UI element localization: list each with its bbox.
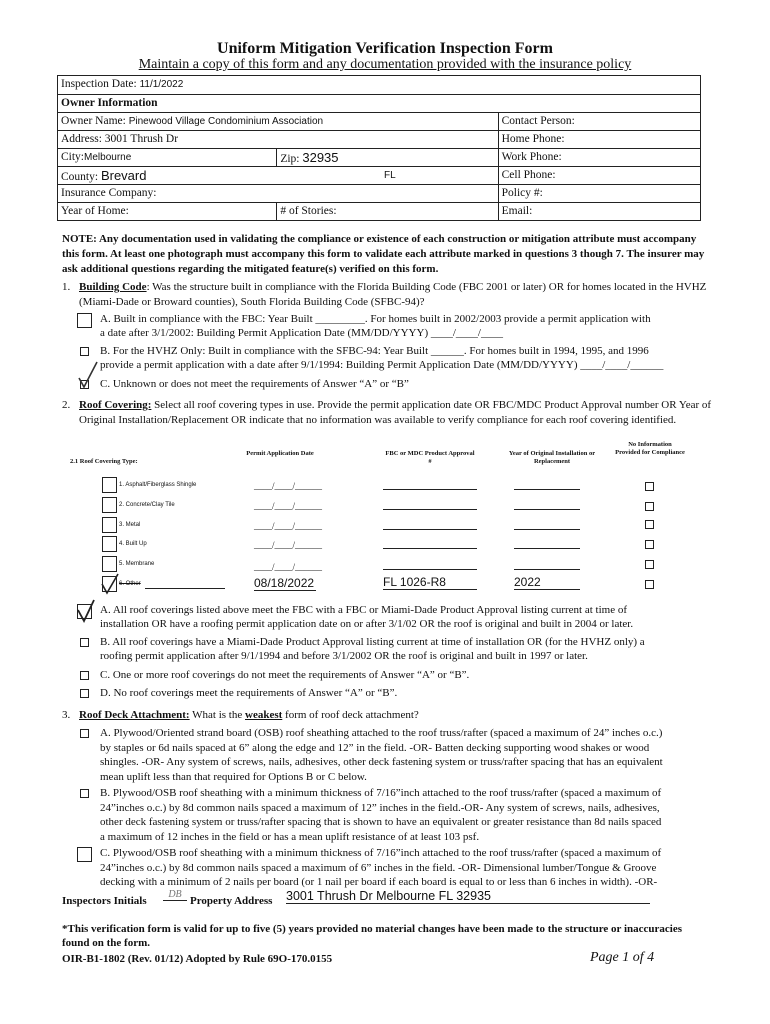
roof-row-1-checkbox[interactable] xyxy=(102,477,117,493)
address-cell[interactable] xyxy=(58,131,498,148)
property-address-value[interactable]: 3001 Thrush Dr Melbourne FL 32935 xyxy=(286,889,650,904)
q3-option-a-checkbox[interactable] xyxy=(80,729,89,738)
note-paragraph: NOTE: Any documentation used in validating the compliance or existence of each construction or mitigation attribute must accompany this form. At least one photograph must accompany this form to validate each attribute marked in questions 3 though 7. The insurer may ask additional questions regarding the mitigated feature(s) verified on this form. xyxy=(62,233,705,275)
roof-row-4-noinfo-checkbox[interactable] xyxy=(645,540,654,549)
q3-text-post: form of roof deck attachment? xyxy=(282,709,419,721)
q3-option-b-text xyxy=(100,786,725,844)
q2-option-d-checkbox[interactable] xyxy=(80,689,89,698)
q2-option-b-line2: roofing permit application after 9/1/1994 and before 3/1/2002 OR the roof is original and built in 1997 or later. xyxy=(100,650,588,662)
roof-row-5-checkbox[interactable] xyxy=(102,556,117,572)
year-of-home-cell[interactable]: Year of Home: xyxy=(61,205,129,217)
address-value: 3001 Thrush Dr xyxy=(104,133,179,145)
roof-row-4-label: 4. Built Up xyxy=(119,541,147,547)
roof-row-5-date: ____/____/______ xyxy=(254,562,323,572)
roof-row-1-label: 1. Asphalt/Fiberglass Shingle xyxy=(119,482,197,488)
q2-option-b-line1: B. All roof coverings have a Miami-Dade Product Approval listing current at time of installation OR (for the HVHZ only) a xyxy=(100,636,645,648)
q3-option-b-line4: a maximum of 12 inches in the field or has a mean uplift resistance of at least 103 psf. xyxy=(100,830,480,843)
owner-name-label: Owner Name: xyxy=(61,115,126,127)
q3-option-c-line1: C. Plywood/OSB roof sheathing with a minimum thickness of 7/16”inch attached to the roof truss/rafter (spaced a maximum of xyxy=(100,847,662,859)
info-row-year xyxy=(58,202,700,220)
roof-row-4-checkbox[interactable] xyxy=(102,536,117,552)
roof-row-5-year-line[interactable] xyxy=(514,569,580,570)
roof-row-3-year-line[interactable] xyxy=(514,529,580,530)
state-value: FL xyxy=(384,170,396,181)
roof-row-3-checkbox[interactable] xyxy=(102,517,117,533)
q2-option-a-line2: installation OR have a roofing permit application date on or after 3/1/02 OR the roof is original and built in 2004 or later. xyxy=(100,618,634,630)
q1-option-b-line1: B. For the HVHZ Only: Built in compliance with the SFBC-94: Year Built ______. For homes built in 1994, 1995, and 1996 xyxy=(100,345,649,357)
city-value: Melbourne xyxy=(84,152,132,163)
roof-row-5-fbc-line[interactable] xyxy=(383,569,477,570)
roof-row-6-label: 6. Other xyxy=(119,581,141,587)
form-subtitle: Maintain a copy of this form and any documentation provided with the insurance policy xyxy=(138,57,632,72)
info-row-address xyxy=(58,130,700,148)
stories-cell[interactable]: # of Stories: xyxy=(276,203,497,220)
roof-row-2-year-line[interactable] xyxy=(514,509,580,510)
q3-option-c-text xyxy=(100,846,725,890)
info-row-insurance xyxy=(58,184,700,202)
address-label: Address: xyxy=(61,133,102,145)
q3-number: 3. xyxy=(62,709,71,721)
roof-row-2-label: 2. Concrete/Clay Tile xyxy=(119,502,175,508)
roof-row-3-label: 3. Metal xyxy=(119,522,141,528)
q2-option-a-check-mark-icon xyxy=(74,598,98,624)
work-phone-cell[interactable]: Work Phone: xyxy=(498,149,700,166)
roof-row-1-date: ____/____/______ xyxy=(254,481,323,491)
inspection-date-label: Inspection Date: xyxy=(61,78,137,90)
roof-col-permit-header: Permit Application Date xyxy=(246,450,314,457)
county-label: County: xyxy=(61,171,99,183)
q1-option-a-checkbox[interactable] xyxy=(77,313,92,328)
q2-option-a-line1: A. All roof coverings listed above meet the FBC with a FBC or Miami-Dade Product Approval listing current at time of xyxy=(100,604,627,616)
form-number: OIR-B1-1802 (Rev. 01/12) Adopted by Rule 69O-170.0155 xyxy=(62,953,333,965)
home-phone-cell[interactable]: Home Phone: xyxy=(498,131,700,148)
q3-option-b-line2: 24”inches o.c.) by 8d common nails spaced a maximum of 12” inches in the field.-OR- Any system of screws, nails, adhesives, xyxy=(100,801,660,814)
q3-option-a-line2: by staples or 6d nails spaced at 6” along the edge and 12” in the field. -OR- Batten decking supporting wood shakes or wood xyxy=(100,741,650,754)
roof-row-3-date: ____/____/______ xyxy=(254,521,323,531)
owner-information-heading: Owner Information xyxy=(61,97,158,109)
info-row-inspection-date xyxy=(58,76,700,94)
city-label: City: xyxy=(61,151,85,163)
inspectors-initials-label: Inspectors Initials xyxy=(62,895,147,907)
q1-option-a-line1: A. Built in compliance with the FBC: Year Built _________. For homes built in 2002/2003 provide a permit application with xyxy=(100,313,651,325)
roof-row-2-checkbox[interactable] xyxy=(102,497,117,513)
roof-row-6-date: 08/18/2022 xyxy=(254,576,315,590)
q2-option-b-checkbox[interactable] xyxy=(80,638,89,647)
roof-col-type-header: 2.1 Roof Covering Type: xyxy=(70,458,138,465)
q1-option-b-line2: provide a permit application with a date after 9/1/1994: Building Permit Application Date (MM/DD/YYYY) ____/____/______ xyxy=(100,359,664,371)
roof-row-2-date: ____/____/______ xyxy=(254,501,323,511)
county-cell[interactable] xyxy=(58,167,498,184)
roof-row-4-date: ____/____/______ xyxy=(254,540,323,550)
owner-name-value: Pinewood Village Condominium Association xyxy=(128,116,324,127)
q1-option-c-line: C. Unknown or does not meet the requirements of Answer “A” or “B” xyxy=(100,378,409,390)
roof-row-6-fbc: FL 1026-R8 xyxy=(383,575,477,590)
q1-option-a-line2: a date after 3/1/2002: Building Permit Application Date (MM/DD/YYYY) ____/____/____ xyxy=(100,327,503,339)
roof-row-6-other-line[interactable] xyxy=(145,588,225,589)
info-row-owner-name xyxy=(58,112,700,130)
q3-option-a-line4: mean uplift less than that required for Options B or C below. xyxy=(100,770,367,783)
roof-row-4-fbc-line[interactable] xyxy=(383,548,477,549)
q1-number: 1. xyxy=(62,281,71,293)
form-title: Uniform Mitigation Verification Inspection Form xyxy=(217,40,553,57)
q1-option-b-checkbox[interactable] xyxy=(80,347,89,356)
roof-row-2-fbc-line[interactable] xyxy=(383,509,477,510)
q3-heading: Roof Deck Attachment: xyxy=(79,709,190,721)
q3-option-b-line1: B. Plywood/OSB roof sheathing with a minimum thickness of 7/16”inch attached to the roof truss/rafter (spaced a maximum of xyxy=(100,787,662,799)
q1-heading: Building Code xyxy=(79,281,147,293)
q3-weakest: weakest xyxy=(245,709,283,721)
insurance-company-cell[interactable]: Insurance Company: xyxy=(61,187,157,199)
city-cell[interactable] xyxy=(58,149,276,166)
q3-question xyxy=(79,708,719,723)
roof-row-6-year: 2022 xyxy=(514,575,580,590)
info-row-city xyxy=(58,148,700,166)
inspection-date-cell[interactable] xyxy=(58,76,700,94)
q2-option-d-line: D. No roof coverings meet the requirements of Answer “A” or “B”. xyxy=(100,687,398,699)
county-value: Brevard xyxy=(100,168,147,183)
owner-name-cell[interactable] xyxy=(58,113,498,130)
roof-col-fbc-header: FBC or MDC Product Approval # xyxy=(385,450,475,465)
roof-row-5-noinfo-checkbox[interactable] xyxy=(645,560,654,569)
q3-option-c-checkbox[interactable] xyxy=(77,847,92,862)
q3-option-a-line3: shingles. -OR- Any system of screws, nails, adhesives, other deck fastening system or truss/rafter spacing that has an equivalent xyxy=(100,756,663,768)
roof-row-4-year-line[interactable] xyxy=(514,548,580,549)
q1-option-c-check-mark-icon xyxy=(76,360,100,390)
owner-info-table xyxy=(57,75,701,221)
roof-row-3-noinfo-checkbox[interactable] xyxy=(645,520,654,529)
q1-question xyxy=(79,280,719,309)
email-cell[interactable]: Email: xyxy=(498,203,700,220)
roof-row-1-year-line[interactable] xyxy=(514,489,580,490)
info-row-owner-heading xyxy=(58,94,700,112)
roof-row-1-noinfo-checkbox[interactable] xyxy=(645,482,654,491)
zip-cell[interactable] xyxy=(276,149,497,166)
q2-number: 2. xyxy=(62,399,71,411)
policy-number-cell[interactable]: Policy #: xyxy=(498,185,700,202)
property-address-label: Property Address xyxy=(190,895,273,907)
validity-statement: *This verification form is valid for up to five (5) years provided no material changes have been made to the structure or inaccuracies found on the form. xyxy=(62,923,683,949)
contact-person-cell[interactable]: Contact Person: xyxy=(498,113,700,130)
q3-option-a-line1: A. Plywood/Oriented strand board (OSB) roof sheathing attached to the roof truss/rafter (spaced a maximum of 24” inches o.c.) xyxy=(100,727,663,739)
roof-row-1-fbc-line[interactable] xyxy=(383,489,477,490)
cell-phone-cell[interactable]: Cell Phone: xyxy=(498,167,700,184)
roof-row-2-noinfo-checkbox[interactable] xyxy=(645,502,654,511)
zip-value: 32935 xyxy=(302,150,339,165)
q3-option-b-line3: other deck fastening system or truss/rafter spacing that is shown to have an equivalent or greater resistance than 8d nails spaced xyxy=(100,816,662,828)
q1-text: : Was the structure built in compliance with the Florida Building Code (FBC 2001 or later) OR for homes located in the HVHZ (Miami-Dade or Broward counties), South Florida Building Code (SFBC-94)? xyxy=(79,281,707,308)
q3-option-c-line2: 24”inches o.c.) by 8d common nails spaced a maximum of 6” inches in the field. -OR- Dimensional lumber/Tongue & Groove xyxy=(100,861,657,874)
q2-question xyxy=(79,398,721,427)
q3-option-b-checkbox[interactable] xyxy=(80,789,89,798)
roof-col-noinfo-header: No Information Provided for Compliance xyxy=(615,441,685,456)
zip-label: Zip: xyxy=(280,153,300,165)
page-number: Page 1 of 4 xyxy=(590,950,655,965)
inspectors-initials-value[interactable]: DB xyxy=(163,889,187,901)
roof-row-3-fbc-line[interactable] xyxy=(383,529,477,530)
roof-row-6-noinfo-checkbox[interactable] xyxy=(645,580,654,589)
q2-heading: Roof Covering: xyxy=(79,399,152,411)
q3-text-pre: What is the xyxy=(189,709,245,721)
info-row-county xyxy=(58,166,700,184)
q3-option-a-text xyxy=(100,726,725,784)
q2-option-c-line: C. One or more roof coverings do not meet the requirements of Answer “A” or “B”. xyxy=(100,669,470,681)
roof-col-year-header: Year of Original Installation or Replacement xyxy=(508,450,596,465)
q2-text: Select all roof covering types in use. Provide the permit application date OR FBC/MDC Product Approval number OR Year of Original Installation/Replacement OR indicate that no information was available to verify compliance for each roof covering identified. xyxy=(79,399,712,426)
q2-option-c-checkbox[interactable] xyxy=(80,671,89,680)
q3-option-c-line3: decking with a minimum of 2 nails per board (or 1 nail per board if each board is equal to or less than 6 inches in width). -OR- xyxy=(100,876,658,888)
inspection-date-value: 11/1/2022 xyxy=(139,79,184,90)
roof-row-5-label: 5. Membrane xyxy=(119,561,155,567)
